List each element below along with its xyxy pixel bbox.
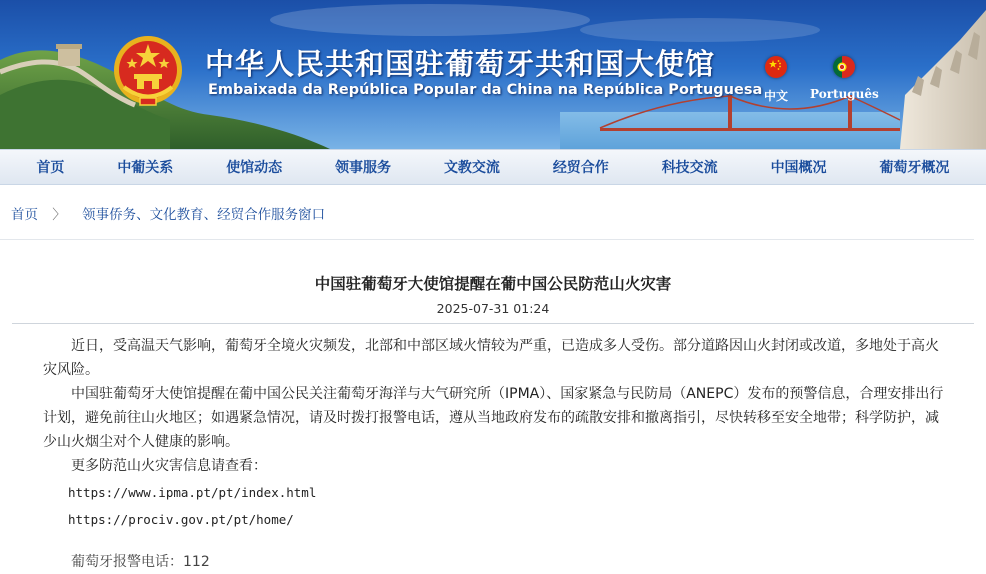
article [0, 272, 986, 574]
article-date: 2025-07-31 01:24 [436, 301, 550, 316]
nav-item-embassy-news[interactable]: 使馆动态 [226, 160, 283, 176]
ipma-link-row [43, 481, 944, 505]
breadcrumb-separator: 〉 [52, 207, 66, 223]
main-navigation [0, 149, 986, 185]
breadcrumb [0, 185, 974, 240]
language-chinese-link[interactable] [764, 56, 788, 104]
article-paragraph: 更多防范山火灾害信息请查看： [71, 458, 267, 474]
nav-item-economy-trade[interactable]: 经贸合作 [552, 160, 609, 176]
breadcrumb-current-link[interactable]: 领事侨务、文化教育、经贸合作服务窗口 [82, 207, 326, 223]
ipma-link[interactable]: https://www.ipma.pt/pt/index.html [68, 485, 317, 500]
portugal-flag-icon [833, 56, 855, 78]
nav-item-home[interactable]: 首页 [36, 160, 65, 176]
language-portuguese-link[interactable] [810, 56, 879, 101]
emergency-phone-line: 葡萄牙报警电话：112 [71, 554, 210, 570]
china-national-emblem-icon [110, 32, 186, 110]
breadcrumb-home-link[interactable]: 首页 [11, 207, 38, 223]
nav-item-about-china[interactable]: 中国概况 [770, 160, 827, 176]
article-paragraph: 近日，受高温天气影响，葡萄牙全境火灾频发，北部和中部区域火情较为严重，已造成多人受伤。部分道路因山火封闭或改道，多地处于高火灾风险。 [43, 338, 939, 378]
china-flag-icon [765, 56, 787, 78]
site-banner [0, 0, 986, 149]
embassy-title-portuguese: Embaixada da República Popular da China na República Portuguesa [208, 82, 763, 98]
discoveries-monument-illustration [900, 10, 986, 149]
prociv-link-row [43, 508, 944, 532]
nav-item-china-portugal-relations[interactable]: 中葡关系 [117, 160, 174, 176]
article-body [12, 324, 974, 574]
article-title: 中国驻葡萄牙大使馆提醒在葡中国公民防范山火灾害 [314, 275, 672, 293]
nav-item-science-technology[interactable]: 科技交流 [661, 160, 718, 176]
language-chinese-label: 中文 [764, 89, 789, 103]
language-portuguese-label: Português [810, 87, 879, 101]
article-paragraph: 中国驻葡萄牙大使馆提醒在葡中国公民关注葡萄牙海洋与大气研究所（IPMA）、国家紧急与民防局（ANEPC）发布的预警信息，合理安排出行计划，避免前往山火地区；如遇紧急情况，请及时拨打报警电话，遵从当地政府发布的疏散安排和撤离指引，尽快转移至安全地带；科学防护，减少山火烟尘对个人健康的影响。 [43, 386, 944, 450]
prociv-link[interactable]: https://prociv.gov.pt/pt/home/ [68, 512, 294, 527]
nav-item-about-portugal[interactable]: 葡萄牙概况 [879, 160, 950, 176]
embassy-title-chinese: 中华人民共和国驻葡萄牙共和国大使馆 [205, 47, 716, 81]
nav-item-consular-services[interactable]: 领事服务 [335, 160, 392, 176]
nav-item-culture-education[interactable]: 文教交流 [443, 160, 500, 176]
